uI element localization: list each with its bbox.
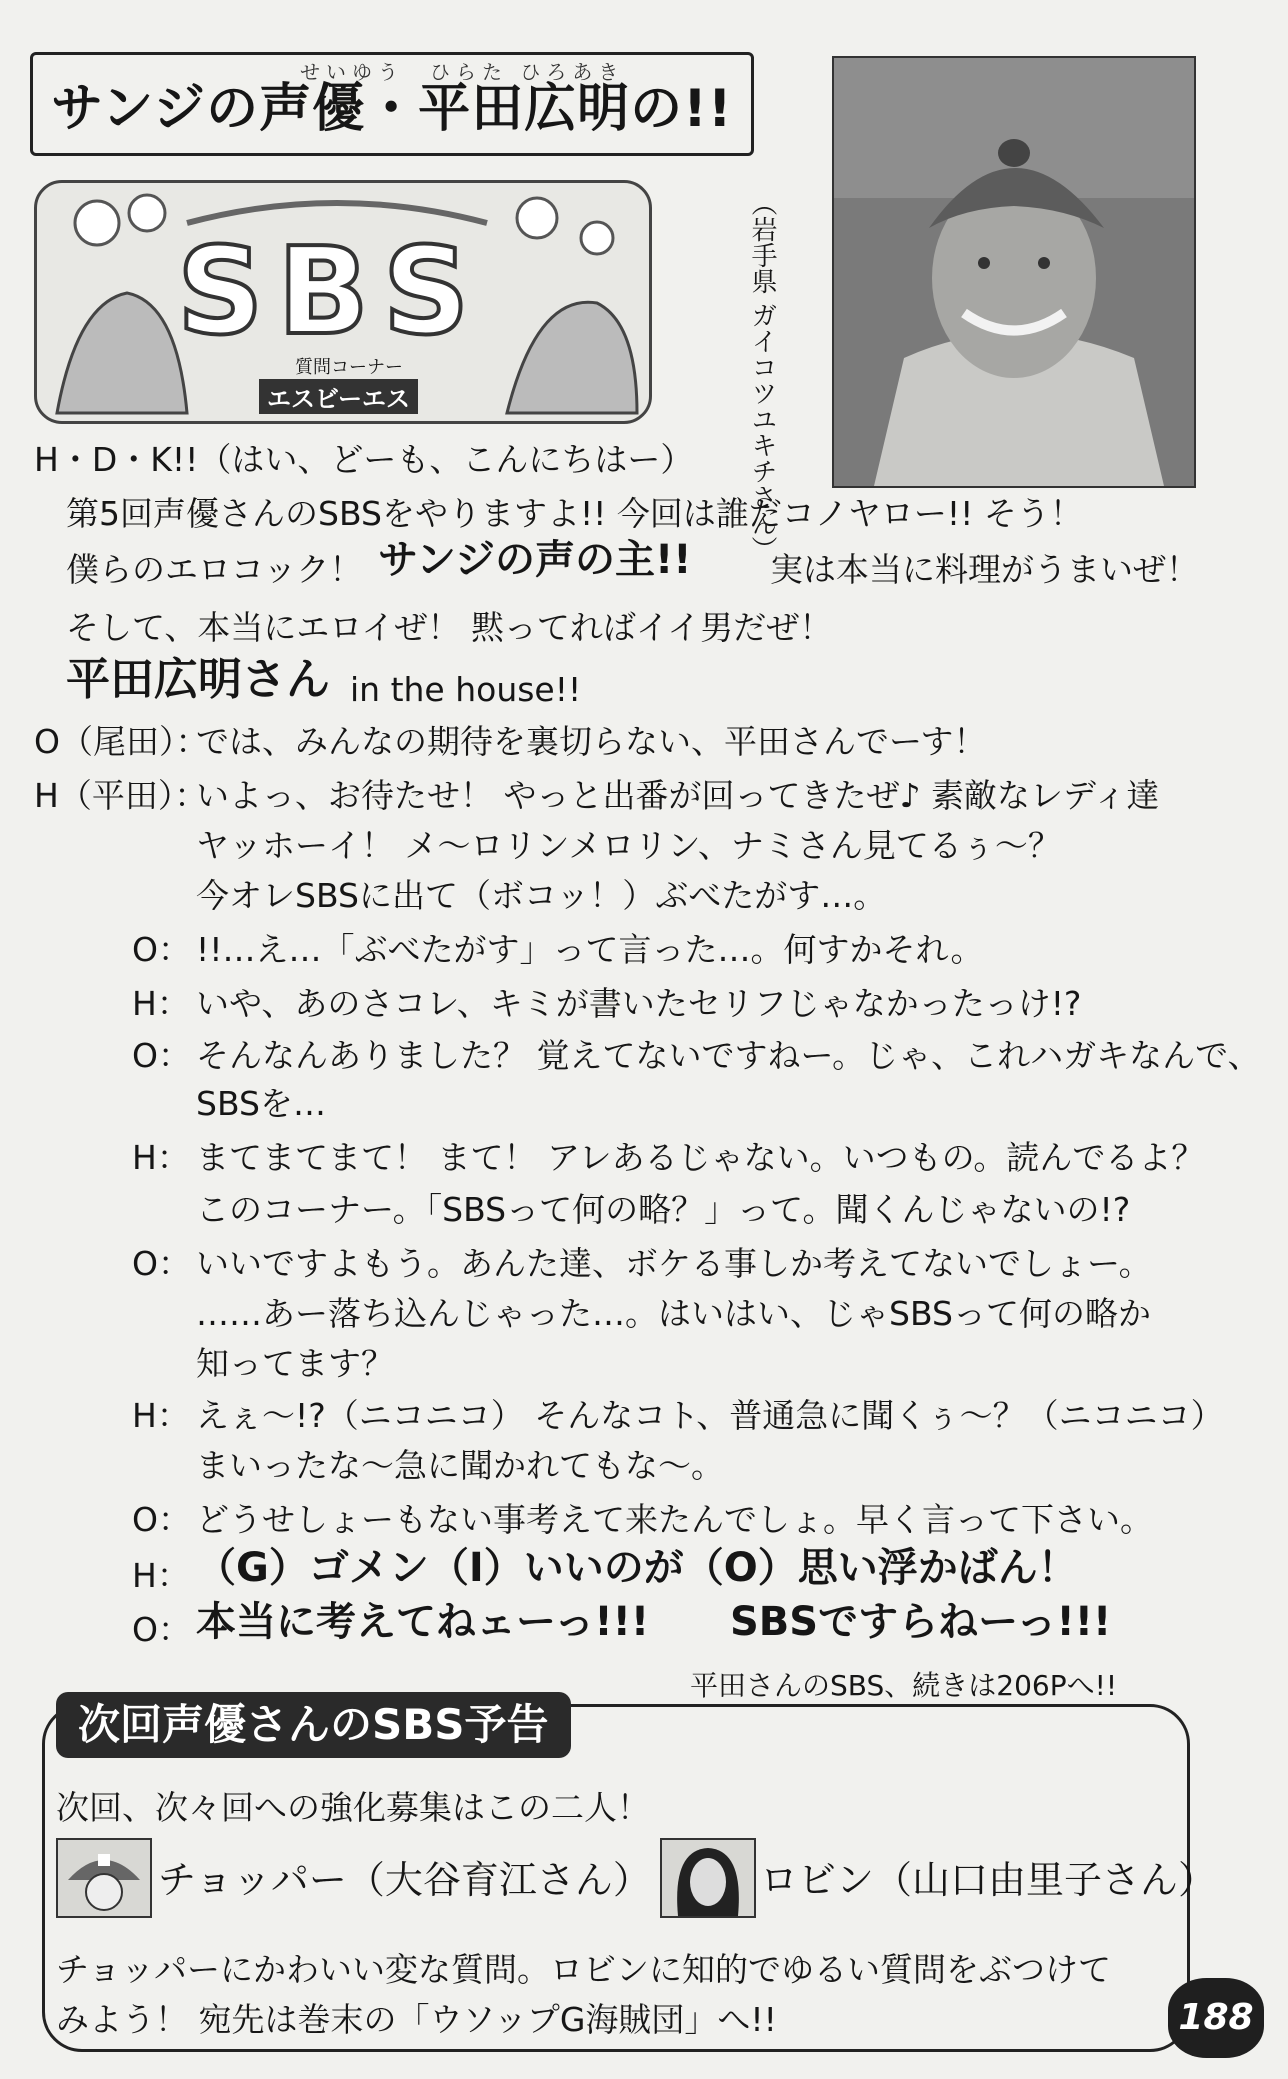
speaker-h: H： — [132, 1138, 190, 1177]
preview-body-2: みよう！ 宛先は巻末の「ウソップG海賊団」へ!! — [56, 2000, 777, 2039]
dialogue-line: そんなんありました？ 覚えてないですねー。じゃ、これハガキなんで、 — [196, 1036, 1261, 1075]
dialogue-line: 知ってます？ — [196, 1344, 394, 1383]
dialogue-line: このコーナー。「SBSって何の略？」って。聞くんじゃないの!? — [196, 1190, 1131, 1229]
dialogue-line: SBSですらねーっ!!! — [730, 1599, 1112, 1645]
dialogue-line: いよっ、お待たせ！ やっと出番が回ってきたぜ♪ 素敵なレディ達 — [196, 776, 1160, 815]
dialogue-line: （G）ゴメン（I）いいのが（O）思い浮かばん！ — [196, 1545, 1078, 1591]
page-title: サンジの声優・平田広明の!! — [51, 79, 733, 139]
intro-line-3c: 実は本当に料理がうまいぜ！ — [770, 550, 1199, 589]
intro-line-4: そして、本当にエロイぜ！ 黙ってればイイ男だぜ！ — [66, 608, 833, 647]
dialogue-line: まいったな〜急に聞かれてもな〜。 — [196, 1446, 724, 1485]
preview-body-1: チョッパーにかわいい変な質問。ロビンに知的でゆるい質問をぶつけて — [56, 1950, 1112, 1989]
dialogue-line: まてまてまて！ まて！ アレあるじゃない。いつもの。読んでるよ？ — [196, 1138, 1205, 1177]
speaker-o: O： — [132, 930, 191, 969]
sbs-logo-text: SBS — [177, 223, 484, 362]
intro-line-3b: サンジの声の主!! — [378, 537, 692, 583]
page-number: 188 — [1168, 1978, 1264, 2058]
preview-intro: 次回、次々回への強化募集はこの二人！ — [56, 1788, 650, 1827]
dialogue-line: では、みんなの期待を裏切らない、平田さんでーす！ — [196, 722, 987, 761]
dialogue-line: いや、あのさコレ、キミが書いたセリフじゃなかったっけ!? — [196, 984, 1082, 1023]
intro-line-2: 第5回声優さんのSBSをやりますよ!! 今回は誰だコノヤロー!! そう！ — [66, 494, 1083, 533]
chopper-portrait — [56, 1838, 152, 1918]
speaker-o: O： — [132, 1500, 191, 1539]
dialogue-line: !!…え…「ぶべたがす」って言った…。何すかそれ。 — [196, 930, 984, 969]
chopper-icon — [58, 1840, 150, 1916]
sbs-logo-reading: エスビーエス — [259, 379, 418, 414]
dialogue-line: えぇ〜!?（ニコニコ） そんなコト、普通急に聞くぅ〜？（ニコニコ） — [196, 1396, 1224, 1435]
speaker-o: O： — [132, 1610, 191, 1649]
intro-line-3: 僕らのエロコック！ — [66, 550, 363, 589]
speaker-oda: O（尾田）： — [34, 722, 209, 761]
speaker-h: H： — [132, 1396, 190, 1435]
robin-icon — [662, 1840, 754, 1916]
continue-note: 平田さんのSBS、続きは206Pへ!! — [690, 1669, 1118, 1702]
dialogue-line: ……あー落ち込んじゃった…。はいはい、じゃSBSって何の略か — [196, 1294, 1151, 1333]
portrait-illustration — [834, 58, 1194, 486]
sbs-logo-subtitle: 質問コーナー — [295, 357, 403, 378]
speaker-hirata: H（平田）： — [34, 776, 208, 815]
dialogue-line: 本当に考えてねェーっ!!! — [196, 1599, 650, 1645]
speaker-o: O： — [132, 1244, 191, 1283]
intro-guest-name: 平田広明さん — [66, 654, 330, 705]
sender-credit: （岩手県 ガイコツユキチさん） — [747, 190, 777, 563]
intro-line-1: H・D・K!!（はい、どーも、こんにちはー） — [34, 440, 694, 479]
dialogue-line: どうせしょーもない事考えて来たんでしょ。早く言って下さい。 — [196, 1500, 1153, 1539]
sbs-logo — [34, 180, 652, 424]
voice-actor-photo — [832, 56, 1196, 488]
dialogue-line: 今オレSBSに出て（ボコッ！）ぶべたがす…。 — [196, 876, 887, 915]
dialogue-line: いいですよもう。あんた達、ボケる事しか考えてないでしょー。 — [196, 1244, 1152, 1283]
dialogue-line: ヤッホーイ！ メ〜ロリンメロリン、ナミさん見てるぅ〜？ — [196, 826, 1061, 865]
speaker-o: O： — [132, 1036, 191, 1075]
speaker-h: H： — [132, 984, 190, 1023]
speaker-h: H： — [132, 1556, 190, 1595]
intro-in-the-house: in the house!! — [350, 670, 582, 709]
dialogue-line: SBSを… — [196, 1084, 326, 1123]
preview-title: 次回声優さんのSBS予告 — [56, 1692, 571, 1758]
title-ruby: せいゆう ひらた ひろあき — [300, 60, 625, 84]
robin-portrait — [660, 1838, 756, 1918]
guest-robin: ロビン（山口由里子さん） — [760, 1858, 1217, 1902]
title-box — [30, 52, 754, 156]
guest-chopper: チョッパー（大谷育江さん） — [158, 1858, 651, 1902]
